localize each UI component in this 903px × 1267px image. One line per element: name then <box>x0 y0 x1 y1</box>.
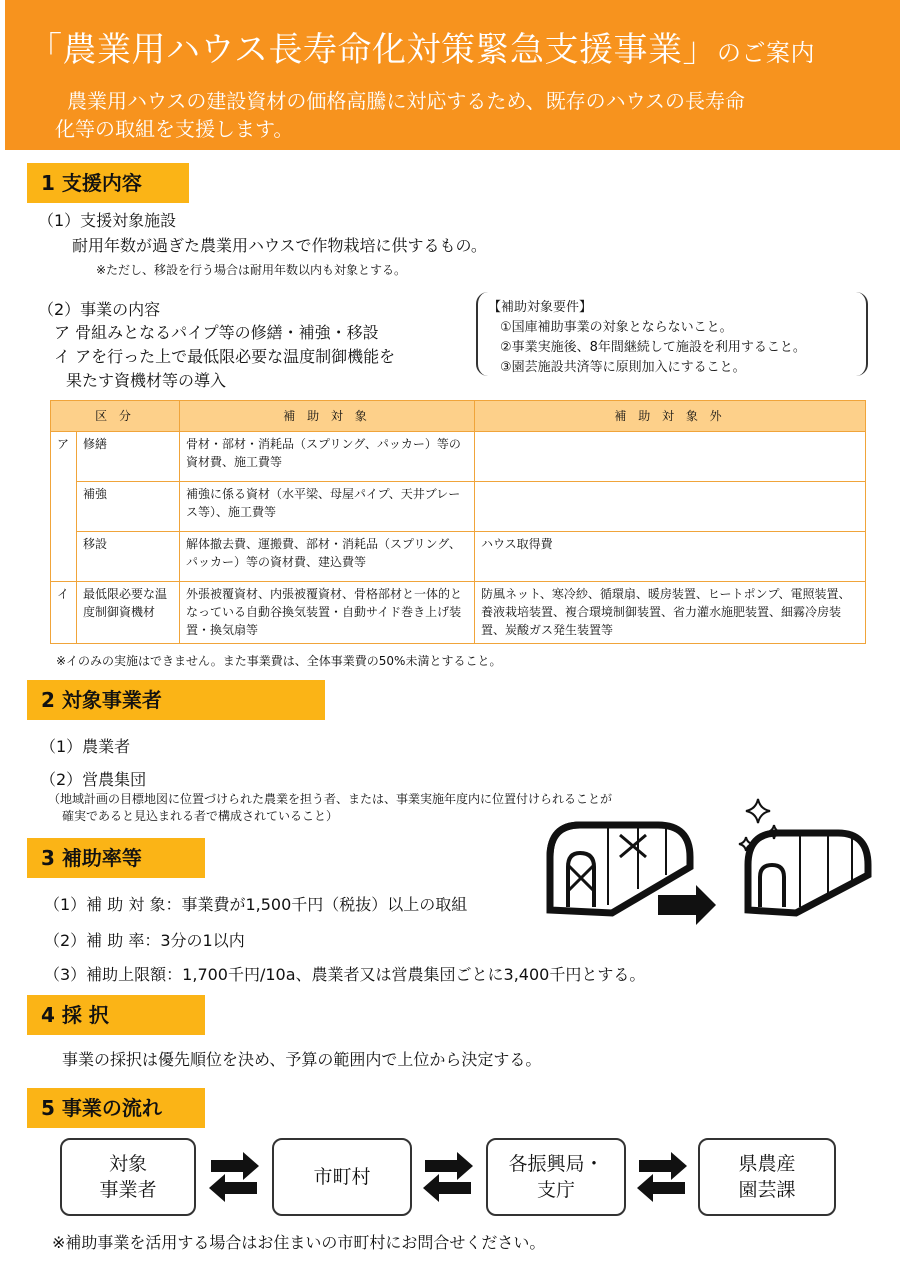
flow-box-line: 市町村 <box>313 1166 371 1188</box>
table-excluded: 防風ネット、寒冷紗、循環扇、暖房装置、ヒートポンプ、電照装置、養液栽培装置、複合環境制御装置、省力灌水施肥装置、細霧冷房装置、炭酸ガス発生装置等 <box>475 582 866 644</box>
table-covered: 解体撤去費、運搬費、部材・消耗品（スプリング、パッカー）等の資材費、建込費等 <box>180 532 475 582</box>
table-header-covered: 補 助 対 象 <box>180 401 475 432</box>
page-title <box>28 22 815 71</box>
table-header-category: 区 分 <box>51 401 180 432</box>
section1-item2-a: ア 骨組みとなるパイプ等の修繕・補強・移設 <box>54 323 379 342</box>
requirements-title: 【補助対象要件】 <box>488 300 593 315</box>
swap-arrows-icon <box>421 1150 475 1204</box>
table-covered: 外張被覆資材、内張被覆資材、骨格部材と一体的となっている自動谷換気装置・自動サイド巻き上げ装置・換気扇等 <box>180 582 475 644</box>
flow-box-regional-office <box>486 1138 626 1216</box>
table-category: 移設 <box>77 532 180 582</box>
table-header-excluded: 補 助 対 象 外 <box>475 401 866 432</box>
section1-item2-i-line2: 果たす資機材等の導入 <box>66 371 227 390</box>
flow-box-line: 事業者 <box>99 1179 157 1201</box>
section5-heading: 5 事業の流れ <box>27 1088 205 1128</box>
section2-heading: 2 対象事業者 <box>27 680 325 720</box>
section3-item2: （2）補 助 率：3分の1以内 <box>44 931 245 950</box>
requirement-item-3: ③園芸施設共済等に原則加入にすること。 <box>500 360 746 375</box>
section1-item1-note: ※ただし、移設を行う場合は耐用年数以内も対象とする。 <box>96 263 407 277</box>
requirement-item-2: ②事業実施後、8年間継続して施設を利用すること。 <box>500 340 806 355</box>
table-excluded <box>475 482 866 532</box>
intro-line-1: 農業用ハウスの建設資材の価格高騰に対応するため、既存のハウスの長寿命 <box>67 89 745 113</box>
table-note: ※イのみの実施はできません。また事業費は、全体事業費の50%未満とすること。 <box>56 654 502 668</box>
table-row <box>51 582 866 644</box>
flow-box-line: 対象 <box>108 1153 147 1175</box>
flow-box-line: 支庁 <box>536 1179 575 1201</box>
table-excluded: ハウス取得費 <box>475 532 866 582</box>
table-mark: イ <box>51 582 77 644</box>
table-covered: 骨材・部材・消耗品（スプリング、パッカー）等の資材費、施工費等 <box>180 432 475 482</box>
table-excluded <box>475 432 866 482</box>
section2-item1: （1）農業者 <box>40 737 131 756</box>
sparkle-icon <box>739 799 781 851</box>
section2-note-line1: （地域計画の目標地図に位置づけられた農業を担う者、または、事業実施年度内に位置付けられることが <box>48 792 613 806</box>
table-row <box>51 432 866 482</box>
section3-item3: （3）補助上限額：1,700千円/10a、農業者又は営農集団ごとに3,400千円とする。 <box>44 965 646 984</box>
flow-box-applicant <box>60 1138 196 1216</box>
table-covered: 補強に係る資材（水平梁、母屋パイプ、天井ブレース等）、施工費等 <box>180 482 475 532</box>
greenhouse-illustration <box>538 795 878 925</box>
flow-box-line: 園芸課 <box>738 1179 796 1201</box>
footer-note: ※補助事業を活用する場合はお住まいの市町村にお問合せください。 <box>52 1233 546 1252</box>
section1-heading: 1 支援内容 <box>27 163 189 203</box>
section3-item1: （1）補 助 対 象：事業費が1,500千円（税抜）以上の取組 <box>44 895 468 914</box>
table-header-row <box>51 401 866 432</box>
table-row <box>51 532 866 582</box>
table-category: 修繕 <box>77 432 180 482</box>
flow-box-municipality <box>272 1138 412 1216</box>
section4-heading: 4 採 択 <box>27 995 205 1035</box>
section1-item1-text: 耐用年数が過ぎた農業用ハウスで作物栽培に供するもの。 <box>72 236 487 255</box>
section1-item2-i-line1: イ アを行った上で最低限必要な温度制御機能を <box>54 347 396 366</box>
section3-heading: 3 補助率等 <box>27 838 205 878</box>
table-category: 最低限必要な温度制御資機材 <box>77 582 180 644</box>
section1-item1-title: （1）支援対象施設 <box>38 211 177 230</box>
swap-arrows-icon <box>207 1150 261 1204</box>
intro-line-2: 化等の取組を支援します。 <box>55 117 294 141</box>
section2-note-line2: 確実であると見込まれる者で構成されていること） <box>62 809 339 823</box>
swap-arrows-icon <box>635 1150 689 1204</box>
section1-item2-title: （2）事業の内容 <box>38 300 161 319</box>
new-greenhouse-icon <box>748 833 868 913</box>
flow-box-prefecture <box>698 1138 836 1216</box>
flow-box-line: 県農産 <box>738 1153 796 1175</box>
intro-text <box>55 87 845 143</box>
right-arrow-icon <box>658 885 716 925</box>
table-row <box>51 482 866 532</box>
flow-box-line: 各振興局・ <box>508 1153 604 1175</box>
subsidy-table <box>50 400 866 644</box>
requirement-item-1: ①国庫補助事業の対象とならないこと。 <box>500 320 733 335</box>
section2-item2: （2）営農集団 <box>40 770 147 789</box>
title-main: 「農業用ハウス長寿命化対策緊急支援事業」 <box>28 30 717 70</box>
table-category: 補強 <box>77 482 180 532</box>
title-suffix: のご案内 <box>716 39 815 67</box>
table-mark: ア <box>51 432 77 582</box>
section4-text: 事業の採択は優先順位を決め、予算の範囲内で上位から決定する。 <box>62 1050 542 1069</box>
